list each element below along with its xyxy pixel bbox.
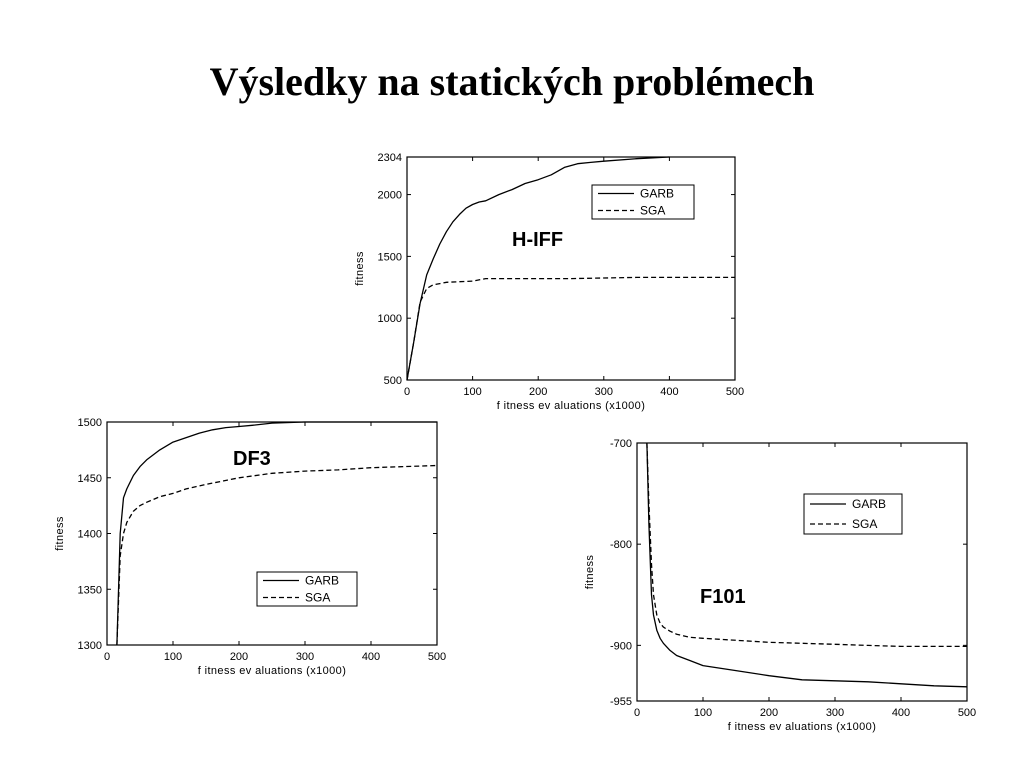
df3-x-axis-label: f itness ev aluations (x1000) <box>197 665 347 677</box>
hiff-x-tick-label: 400 <box>660 386 679 398</box>
df3-y-axis-label: fitness <box>54 516 66 551</box>
f101-x-axis-label: f itness ev aluations (x1000) <box>727 721 877 733</box>
hiff-x-tick-label: 100 <box>463 386 482 398</box>
df3-x-tick-label: 0 <box>103 651 111 663</box>
hiff-x-tick-label: 200 <box>529 386 548 398</box>
df3-annotation: DF3 <box>233 448 271 470</box>
f101-y-tick-label: -700 <box>609 438 632 450</box>
df3-x-tick-label: 300 <box>295 651 315 663</box>
f101-x-tick-label: 300 <box>825 707 845 719</box>
hiff-legend-label-garb: GARB <box>640 186 675 201</box>
f101-x-tick-label: 0 <box>633 707 641 719</box>
df3-y-tick-label: 1500 <box>77 417 102 429</box>
hiff-x-tick-label: 0 <box>403 386 411 398</box>
hiff-x-axis-label: f itness ev aluations (x1000) <box>496 400 646 412</box>
hiff-y-tick-label: 500 <box>383 375 402 387</box>
df3-y-tick-label: 1300 <box>77 640 102 652</box>
hiff-x-tick-label: 300 <box>594 386 613 398</box>
df3-legend-label-sga: SGA <box>305 590 331 605</box>
hiff-legend-label-sga: SGA <box>640 203 666 218</box>
df3-y-tick-label: 1400 <box>77 528 102 541</box>
df3-legend-label-garb: GARB <box>305 573 340 588</box>
hiff-y-tick-label: 1000 <box>377 313 402 326</box>
f101-plot-frame <box>637 443 967 701</box>
f101-legend-label-garb: GARB <box>852 497 887 511</box>
df3-x-tick-label: 400 <box>361 651 381 663</box>
df3-x-tick-label: 200 <box>229 651 249 663</box>
f101-y-axis-label: fitness <box>584 554 596 590</box>
hiff-annotation: H-IFF <box>512 229 564 251</box>
f101-y-tick-label: -800 <box>609 539 632 552</box>
hiff-y-tick-label: 1500 <box>377 251 402 264</box>
f101-x-tick-label: 100 <box>693 707 713 719</box>
f101-y-tick-label: -900 <box>609 640 632 653</box>
slide-title: Výsledky na statických problémech <box>209 59 815 104</box>
f101-series-sga-line <box>647 443 967 646</box>
f101-annotation: F101 <box>700 586 746 608</box>
hiff-y-axis-label: fitness <box>354 251 366 286</box>
f101-legend-label-sga: SGA <box>852 517 878 531</box>
f101-x-tick-label: 400 <box>891 707 911 719</box>
f101-y-tick-label: -955 <box>609 696 632 708</box>
hiff-y-tick-label: 2000 <box>377 189 402 202</box>
f101-series-garb-line <box>647 443 967 687</box>
hiff-y-tick-label: 2304 <box>377 152 402 164</box>
df3-y-tick-label: 1350 <box>77 584 102 597</box>
df3-y-tick-label: 1450 <box>77 472 102 485</box>
df3-x-tick-label: 500 <box>427 651 447 663</box>
df3-x-tick-label: 100 <box>163 651 183 663</box>
f101-x-tick-label: 200 <box>759 707 779 719</box>
hiff-x-tick-label: 500 <box>725 386 745 398</box>
f101-x-tick-label: 500 <box>957 707 977 719</box>
